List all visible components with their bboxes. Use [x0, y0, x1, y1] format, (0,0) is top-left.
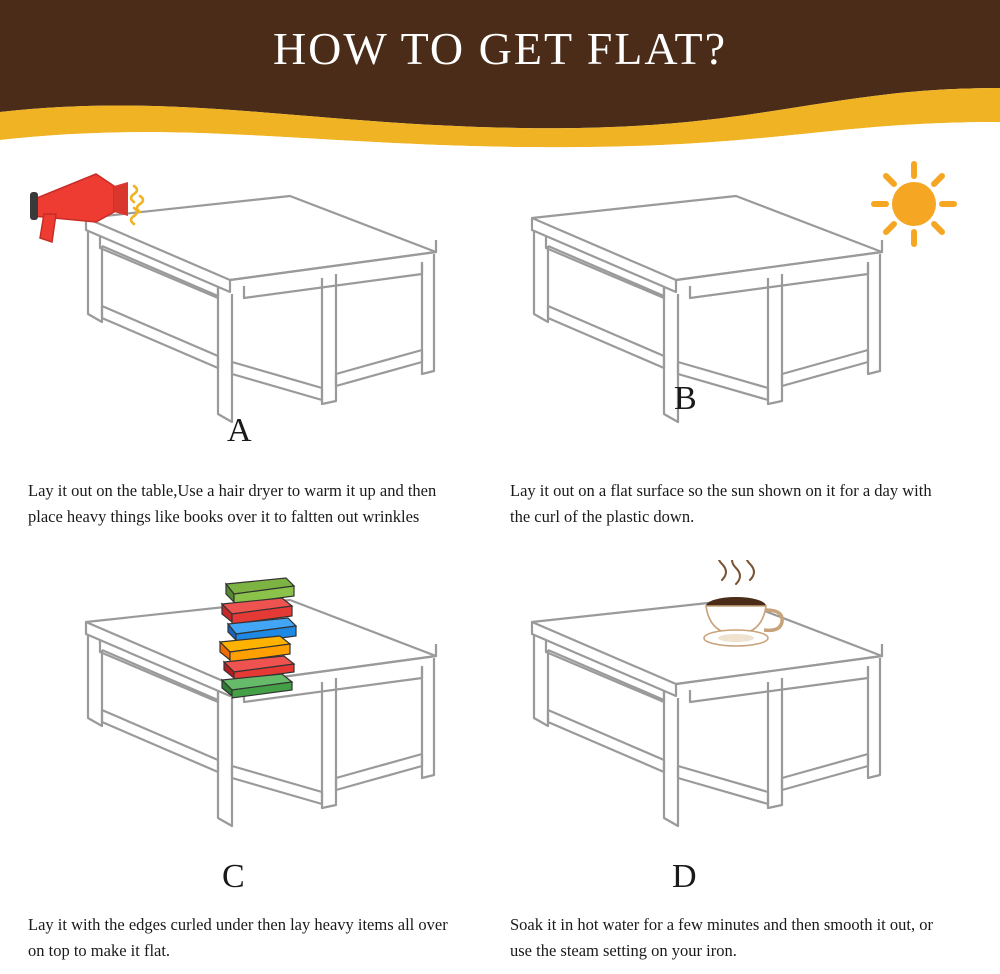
panel-b	[504, 156, 978, 554]
panel-a-caption	[28, 478, 490, 529]
caption-line: Lay it with the edges curled under then lay heavy items all over	[28, 915, 448, 934]
page-title: HOW TO GET FLAT?	[272, 23, 728, 74]
panel-d-illustration	[504, 560, 978, 860]
panel-d	[504, 560, 978, 958]
caption-line: the curl of the plastic down.	[510, 506, 695, 526]
hair-dryer-icon	[30, 174, 143, 242]
panel-a	[22, 156, 496, 554]
coffee-cup-icon	[704, 560, 782, 646]
panel-c-illustration	[22, 560, 496, 860]
panel-b-letter: B	[674, 380, 697, 417]
header-banner	[0, 0, 1000, 152]
panel-b-caption	[510, 478, 972, 529]
caption-line: Lay it out on the table,Use a hair dryer to warm it up and then	[28, 481, 437, 500]
panel-d-letter: D	[672, 858, 697, 895]
instruction-panels	[0, 152, 1000, 974]
caption-line: on top to make it flat.	[28, 940, 171, 960]
stack-of-books-icon	[220, 578, 296, 698]
caption-line: Soak it in hot water for a few minutes and then smooth it out, or	[510, 915, 933, 934]
caption-line: Lay it out on a flat surface so the sun shown on it for a day with	[510, 481, 932, 500]
panel-a-illustration	[22, 156, 496, 456]
sun-icon	[874, 164, 954, 244]
panel-d-caption	[510, 912, 972, 963]
caption-line: use the steam setting on your iron.	[510, 940, 737, 960]
panel-a-letter: A	[227, 412, 252, 449]
panel-c	[22, 560, 496, 958]
panel-c-letter: C	[222, 858, 245, 895]
caption-line: place heavy things like books over it to faltten out wrinkles	[28, 506, 420, 526]
panel-b-illustration	[504, 156, 978, 456]
panel-c-caption	[28, 912, 490, 963]
